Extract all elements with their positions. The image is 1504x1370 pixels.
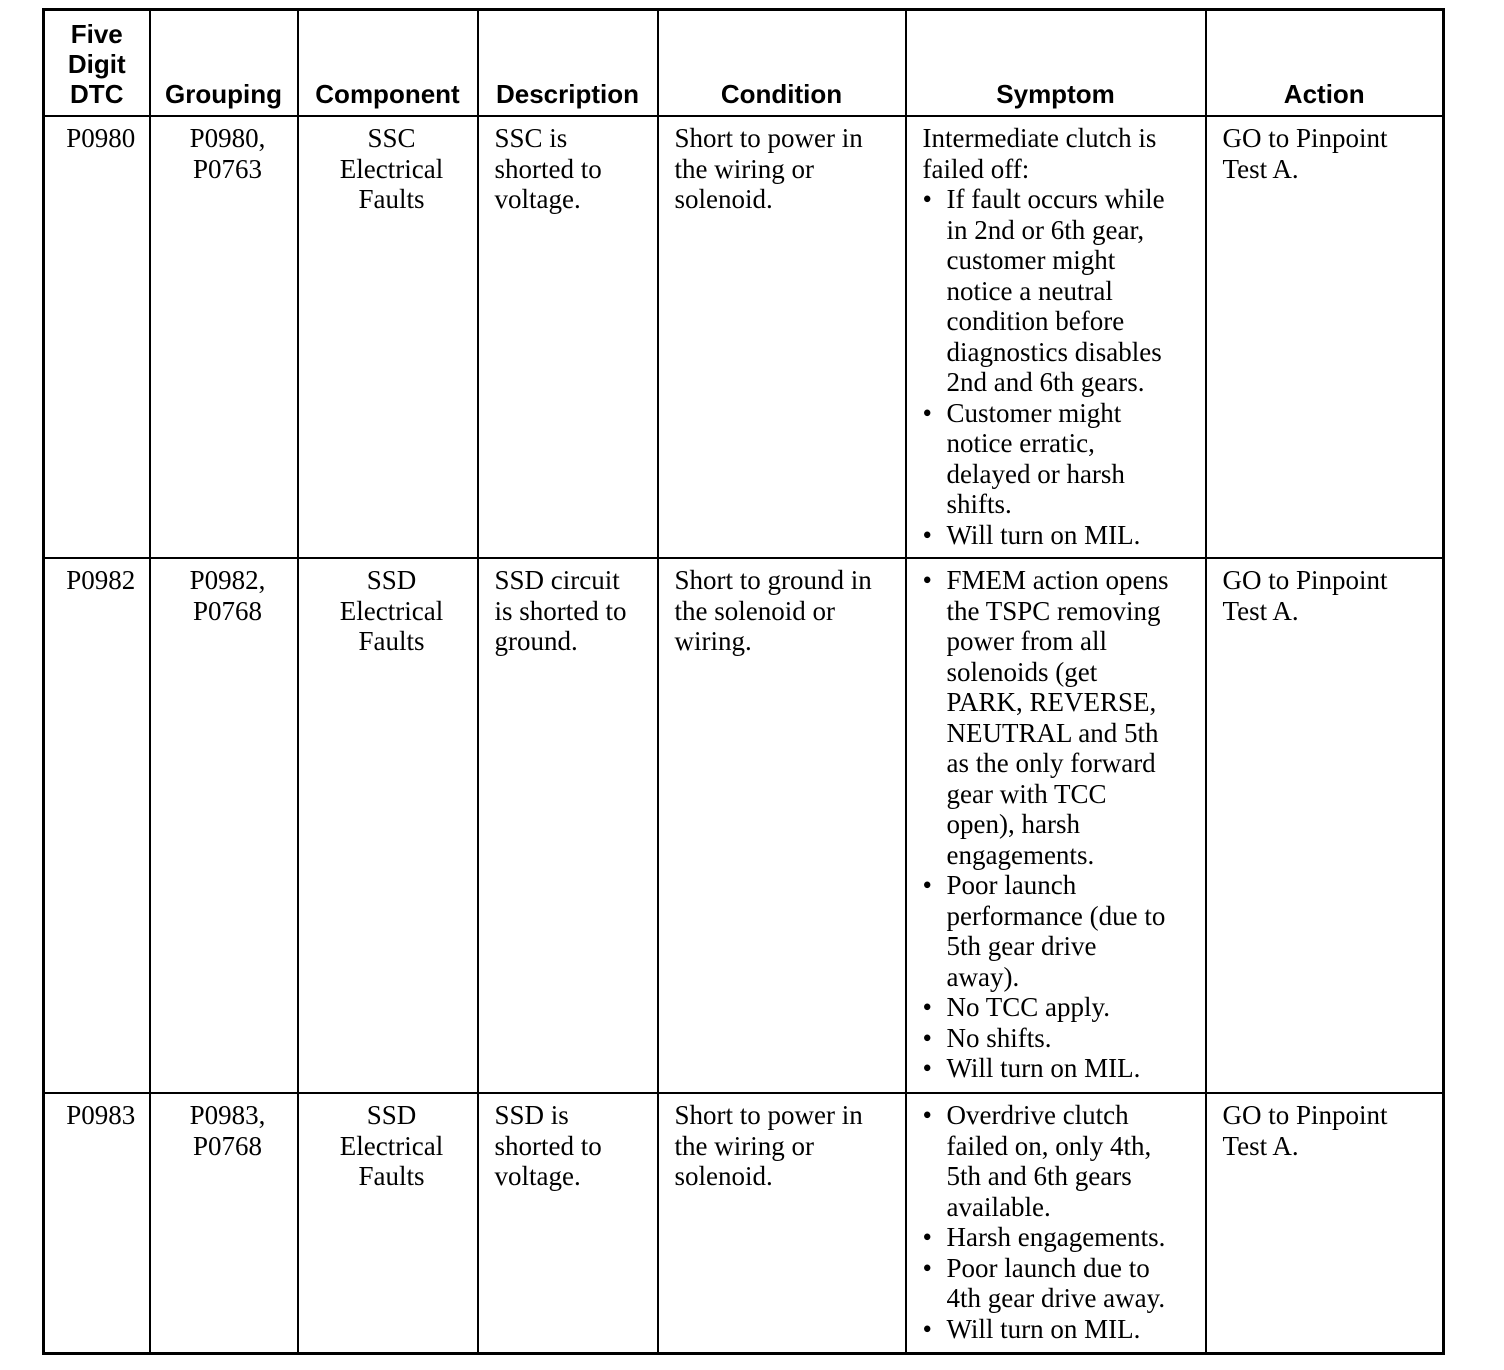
symptom-bullet: • If fault occurs while in 2nd or 6th gear, customer might notice a neutral condition before diagnostics disables 2nd and 6th gears.	[923, 184, 1197, 398]
header-symptom: Symptom	[906, 10, 1206, 117]
symptom-bullet: • Customer might notice erratic, delayed or harsh shifts.	[923, 398, 1197, 520]
symptom-list	[923, 1100, 1197, 1344]
header-five-digit-dtc: Five Digit DTC	[44, 10, 150, 117]
cell-dtc: P0980	[44, 116, 150, 558]
table-row	[44, 558, 1444, 1093]
symptom-intro: failed off:	[922, 153, 1030, 184]
symptom-intro: Intermediate clutch is	[922, 123, 1157, 153]
cell-grouping: P0980, P0763	[150, 116, 298, 558]
symptom-list	[923, 565, 1197, 1084]
cell-condition: Short to power in the wiring or solenoid.	[658, 116, 906, 558]
cell-description: SSC is shorted to voltage.	[478, 116, 658, 558]
cell-description: SSD is shorted to voltage.	[478, 1093, 658, 1354]
header-grouping: Grouping	[150, 10, 298, 117]
cell-component: SSC Electrical Faults	[298, 116, 478, 558]
cell-description: SSD circuit is shorted to ground.	[478, 558, 658, 1093]
cell-action: GO to Pinpoint Test A.	[1206, 1093, 1444, 1354]
table-row	[44, 1093, 1444, 1354]
cell-condition: Short to power in the wiring or solenoid.	[658, 1093, 906, 1354]
cell-action: GO to Pinpoint Test A.	[1206, 558, 1444, 1093]
symptom-bullet: • No TCC apply.	[923, 992, 1197, 1023]
header-description: Description	[478, 10, 658, 117]
header-component: Component	[298, 10, 478, 117]
symptom-bullet: • Overdrive clutch failed on, only 4th, 5th and 6th gears available.	[923, 1100, 1197, 1222]
cell-symptom	[906, 1093, 1206, 1354]
cell-condition: Short to ground in the solenoid or wiring.	[658, 558, 906, 1093]
cell-grouping: P0983, P0768	[150, 1093, 298, 1354]
header-condition: Condition	[658, 10, 906, 117]
symptom-bullet: • Will turn on MIL.	[923, 520, 1197, 551]
table-row	[44, 116, 1444, 558]
cell-grouping: P0982, P0768	[150, 558, 298, 1093]
symptom-bullet: • Poor launch due to 4th gear drive away.	[923, 1253, 1197, 1314]
symptom-bullet: • No shifts.	[923, 1023, 1197, 1054]
cell-symptom	[906, 116, 1206, 558]
dtc-table	[42, 8, 1445, 1355]
cell-component: SSD Electrical Faults	[298, 558, 478, 1093]
cell-action: GO to Pinpoint Test A.	[1206, 116, 1444, 558]
symptom-bullet: • FMEM action opens the TSPC removing power from all solenoids (get PARK, REVERSE, NEUTRAL and 5th as the only forward gear with TCC open), harsh engagements.	[923, 565, 1197, 870]
cell-dtc: P0983	[44, 1093, 150, 1354]
symptom-bullet: • Will turn on MIL.	[923, 1314, 1197, 1345]
cell-dtc: P0982	[44, 558, 150, 1093]
symptom-bullet: • Harsh engagements.	[923, 1222, 1197, 1253]
table-header-row	[44, 10, 1444, 117]
cell-component: SSD Electrical Faults	[298, 1093, 478, 1354]
symptom-list	[923, 184, 1197, 550]
header-action: Action	[1206, 10, 1444, 117]
symptom-bullet: • Poor launch performance (due to 5th gear drive away).	[923, 870, 1197, 992]
symptom-bullet: • Will turn on MIL.	[923, 1053, 1197, 1084]
cell-symptom	[906, 558, 1206, 1093]
